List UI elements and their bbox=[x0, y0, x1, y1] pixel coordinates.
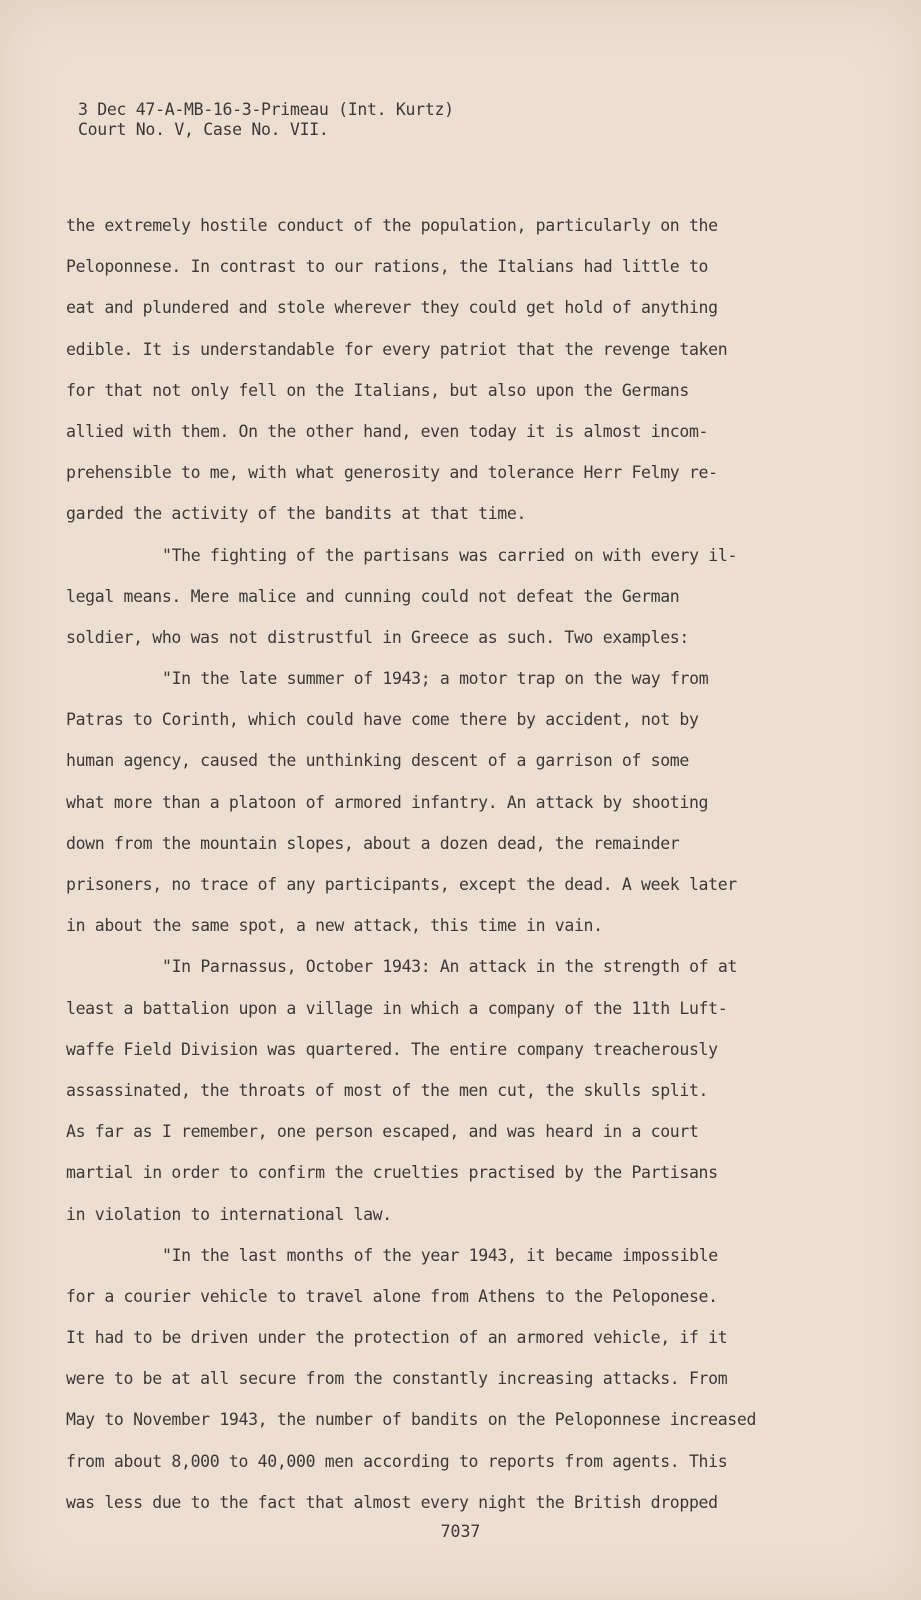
body-line: down from the mountain slopes, about a dozen dead, the remainder bbox=[66, 833, 680, 853]
body-line: least a battalion upon a village in which a company of the 11th Luft- bbox=[66, 998, 728, 1018]
body-line: edible. It is understandable for every patriot that the revenge taken bbox=[66, 339, 728, 359]
document-header bbox=[78, 100, 454, 140]
body-line: for a courier vehicle to travel alone from Athens to the Peloponese. bbox=[66, 1286, 718, 1306]
body-line: Patras to Corinth, which could have come there by accident, not by bbox=[66, 710, 699, 730]
body-line: was less due to the fact that almost every night the British dropped bbox=[66, 1492, 718, 1512]
body-line: May to November 1943, the number of bandits on the Peloponnese increased bbox=[66, 1410, 757, 1430]
body-line: were to be at all secure from the constantly increasing attacks. From bbox=[66, 1369, 728, 1389]
body-line: eat and plundered and stole wherever they could get hold of anything bbox=[66, 298, 718, 318]
body-line: martial in order to confirm the cruelties practised by the Partisans bbox=[66, 1163, 718, 1183]
body-line: in about the same spot, a new attack, this time in vain. bbox=[66, 916, 603, 936]
body-line-paragraph-start: "In Parnassus, October 1943: An attack in the strength of at bbox=[162, 957, 738, 977]
body-line: garded the activity of the bandits at that time. bbox=[66, 504, 527, 524]
body-line-paragraph-start: "In the last months of the year 1943, it became impossible bbox=[162, 1245, 718, 1265]
body-line: prisoners, no trace of any participants, except the dead. A week later bbox=[66, 875, 737, 894]
body-line: Peloponnese. In contrast to our rations, the Italians had little to bbox=[66, 257, 709, 277]
body-line: what more than a platoon of armored infantry. An attack by shooting bbox=[66, 792, 709, 812]
header-court-line: Court No. V, Case No. VII. bbox=[78, 120, 329, 139]
body-line: soldier, who was not distrustful in Greece as such. Two examples: bbox=[66, 627, 689, 647]
document-body bbox=[66, 205, 826, 1523]
body-line: assassinated, the throats of most of the men cut, the skulls split. bbox=[66, 1080, 709, 1100]
body-line: from about 8,000 to 40,000 men according to reports from agents. This bbox=[66, 1451, 728, 1471]
body-line: waffe Field Division was quartered. The entire company treacherously bbox=[66, 1039, 718, 1059]
body-line: It had to be driven under the protection of an armored vehicle, if it bbox=[66, 1328, 728, 1348]
body-line: allied with them. On the other hand, even today it is almost incom- bbox=[66, 421, 709, 441]
header-reference-line: 3 Dec 47-A-MB-16-3-Primeau (Int. Kurtz) bbox=[78, 100, 454, 119]
body-line: prehensible to me, with what generosity and tolerance Herr Felmy re- bbox=[66, 463, 718, 483]
body-line: As far as I remember, one person escaped, and was heard in a court bbox=[66, 1122, 699, 1142]
body-line: human agency, caused the unthinking descent of a garrison of some bbox=[66, 751, 689, 771]
body-line: legal means. Mere malice and cunning could not defeat the German bbox=[66, 586, 680, 606]
body-line-paragraph-start: "In the late summer of 1943; a motor trap on the way from bbox=[162, 669, 709, 689]
page-number: 7037 bbox=[440, 1522, 481, 1541]
body-line: in violation to international law. bbox=[66, 1204, 392, 1224]
body-line: the extremely hostile conduct of the population, particularly on the bbox=[66, 216, 718, 235]
body-line-paragraph-start: "The fighting of the partisans was carried on with every il- bbox=[162, 545, 738, 565]
body-line: for that not only fell on the Italians, but also upon the Germans bbox=[66, 380, 689, 400]
